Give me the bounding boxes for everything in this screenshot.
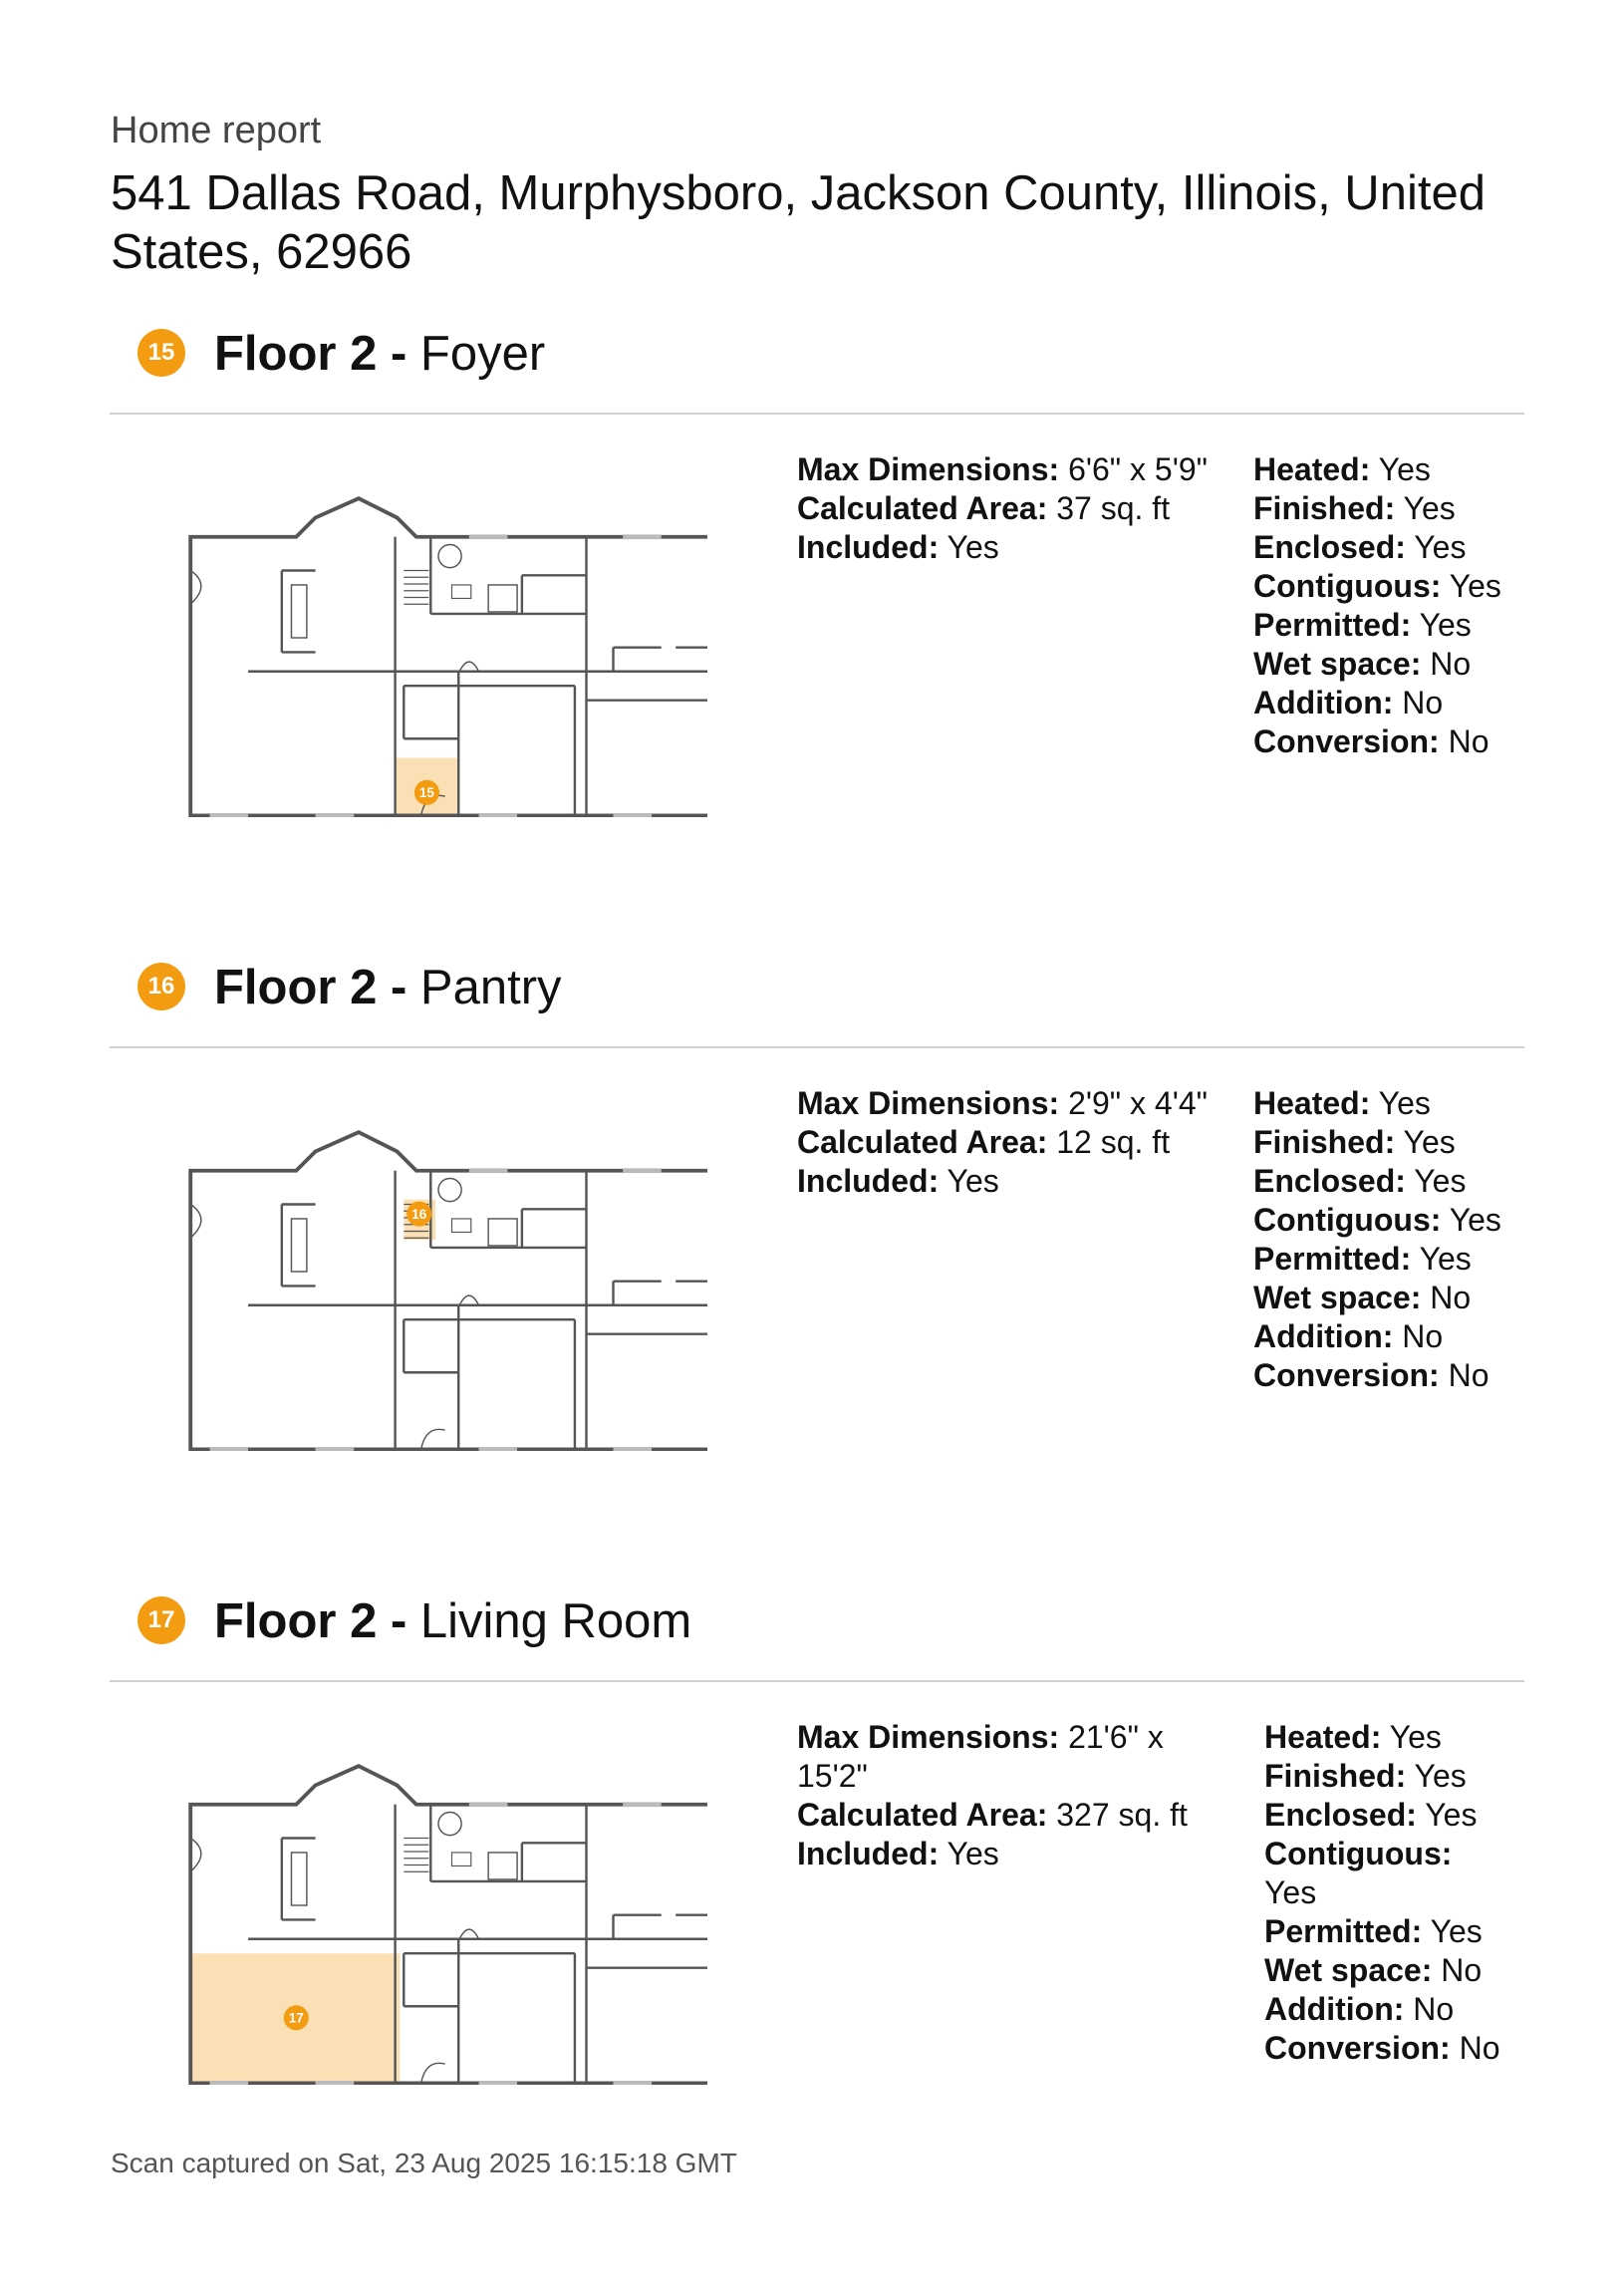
floor-plan-svg bbox=[169, 458, 707, 817]
detail-row-max-dimensions bbox=[797, 1718, 1196, 1796]
floor-plan-thumbnail bbox=[169, 1726, 707, 2045]
flag-value: Yes bbox=[1405, 529, 1467, 565]
corner-tub bbox=[438, 1178, 461, 1201]
flag-key: Finished: bbox=[1253, 490, 1396, 526]
floor-label: Floor 2 bbox=[214, 961, 378, 1014]
room-section-living-room bbox=[0, 1596, 1623, 2214]
detail-key: Max Dimensions: bbox=[797, 1085, 1060, 1121]
section-divider bbox=[110, 1680, 1524, 1682]
flag-value: No bbox=[1393, 1318, 1444, 1354]
flag-row-heated bbox=[1253, 450, 1552, 489]
detail-row-calculated-area bbox=[797, 489, 1216, 528]
walls bbox=[190, 1132, 707, 1449]
floor-plan-svg bbox=[169, 1726, 707, 2085]
detail-value: 2'9" x 4'4" bbox=[1059, 1085, 1208, 1121]
flag-value: Yes bbox=[1441, 1202, 1501, 1238]
flag-value: Yes bbox=[1416, 1797, 1478, 1833]
sink bbox=[452, 585, 471, 599]
detail-key: Max Dimensions: bbox=[797, 1719, 1060, 1755]
detail-key: Calculated Area: bbox=[797, 1797, 1048, 1833]
flag-row-wet-space bbox=[1264, 1951, 1503, 1990]
flag-key: Enclosed: bbox=[1264, 1797, 1417, 1833]
floor-plan-thumbnail bbox=[169, 458, 707, 801]
room-marker-label: 16 bbox=[411, 1206, 427, 1222]
flag-value: No bbox=[1404, 1991, 1455, 2027]
flags-column bbox=[1253, 1084, 1552, 1395]
title-separator: - bbox=[377, 1594, 420, 1648]
flag-key: Conversion: bbox=[1253, 723, 1440, 759]
flag-key: Addition: bbox=[1264, 1991, 1405, 2027]
detail-row-included bbox=[797, 1835, 1196, 1873]
flag-value: No bbox=[1439, 1357, 1489, 1393]
dimensions-column bbox=[797, 450, 1216, 567]
detail-row-calculated-area bbox=[797, 1796, 1196, 1835]
flag-value: No bbox=[1439, 723, 1489, 759]
flag-key: Permitted: bbox=[1253, 1241, 1412, 1277]
flag-row-enclosed bbox=[1253, 528, 1552, 567]
title-separator: - bbox=[377, 327, 420, 381]
flag-key: Heated: bbox=[1264, 1719, 1382, 1755]
flag-row-conversion bbox=[1264, 2029, 1503, 2068]
flag-key: Enclosed: bbox=[1253, 529, 1406, 565]
bathtub bbox=[488, 1853, 517, 1879]
bathtub bbox=[488, 585, 517, 612]
detail-value: 327 sq. ft bbox=[1047, 1797, 1188, 1833]
section-divider bbox=[110, 413, 1524, 415]
flag-row-addition bbox=[1253, 684, 1552, 722]
flag-row-enclosed bbox=[1264, 1796, 1503, 1835]
flag-value: No bbox=[1450, 2030, 1500, 2066]
flag-row-addition bbox=[1264, 1990, 1503, 2029]
corner-tub bbox=[438, 544, 461, 567]
flags-column bbox=[1264, 1718, 1503, 2068]
room-name: Living Room bbox=[419, 1594, 692, 1648]
flag-row-contiguous bbox=[1264, 1835, 1503, 1912]
flag-key: Wet space: bbox=[1264, 1952, 1433, 1988]
flag-row-heated bbox=[1264, 1718, 1503, 1757]
flag-key: Permitted: bbox=[1253, 607, 1412, 643]
door-arc bbox=[459, 1929, 478, 1939]
room-marker-label: 17 bbox=[288, 2010, 304, 2026]
door-arc bbox=[421, 1429, 445, 1449]
room-section-pantry bbox=[0, 963, 1623, 1580]
detail-key: Included: bbox=[797, 529, 940, 565]
room-name: Foyer bbox=[419, 327, 546, 381]
flag-key: Contiguous: bbox=[1264, 1836, 1453, 1871]
dimensions-column bbox=[797, 1718, 1196, 1873]
detail-key: Max Dimensions: bbox=[797, 451, 1060, 487]
flag-value: No bbox=[1393, 685, 1444, 720]
eyebrow-label: Home report bbox=[111, 110, 322, 151]
flag-row-permitted bbox=[1253, 606, 1552, 645]
flag-value: Yes bbox=[1370, 451, 1431, 487]
flag-key: Heated: bbox=[1253, 451, 1371, 487]
detail-value: 21'6" x 15'2" bbox=[797, 1719, 1164, 1794]
section-title bbox=[214, 1592, 691, 1650]
section-divider bbox=[110, 1046, 1524, 1048]
flag-row-enclosed bbox=[1253, 1162, 1552, 1201]
flag-row-wet-space bbox=[1253, 645, 1552, 684]
detail-row-calculated-area bbox=[797, 1123, 1216, 1162]
flag-row-finished bbox=[1264, 1757, 1503, 1796]
room-number-badge: 17 bbox=[137, 1596, 185, 1644]
floor-plan-svg bbox=[169, 1092, 707, 1451]
flag-key: Wet space: bbox=[1253, 646, 1422, 682]
flag-row-addition bbox=[1253, 1317, 1552, 1356]
kitchen-island bbox=[291, 1219, 306, 1272]
door-arc bbox=[459, 1295, 478, 1305]
flag-value: No bbox=[1432, 1952, 1483, 1988]
flag-key: Addition: bbox=[1253, 1318, 1394, 1354]
detail-key: Calculated Area: bbox=[797, 1124, 1048, 1160]
door-arc bbox=[459, 662, 478, 672]
corner-tub bbox=[438, 1812, 461, 1835]
section-title bbox=[214, 959, 562, 1016]
detail-value: Yes bbox=[939, 1836, 999, 1871]
flag-key: Addition: bbox=[1253, 685, 1394, 720]
flag-row-finished bbox=[1253, 489, 1552, 528]
kitchen-island bbox=[291, 1853, 306, 1905]
room-name: Pantry bbox=[419, 961, 562, 1014]
flag-value: Yes bbox=[1370, 1085, 1431, 1121]
flag-row-conversion bbox=[1253, 722, 1552, 761]
flag-value: Yes bbox=[1395, 1124, 1456, 1160]
flag-value: Yes bbox=[1264, 1874, 1317, 1910]
detail-value: Yes bbox=[939, 529, 999, 565]
flag-row-wet-space bbox=[1253, 1279, 1552, 1317]
flag-row-conversion bbox=[1253, 1356, 1552, 1395]
section-title bbox=[214, 325, 545, 383]
detail-key: Included: bbox=[797, 1163, 940, 1199]
detail-row-max-dimensions bbox=[797, 450, 1216, 489]
kitchen-island bbox=[291, 585, 306, 638]
flag-row-finished bbox=[1253, 1123, 1552, 1162]
detail-row-max-dimensions bbox=[797, 1084, 1216, 1123]
flag-key: Permitted: bbox=[1264, 1913, 1423, 1949]
flag-key: Finished: bbox=[1264, 1758, 1407, 1794]
scan-captured-footer: Scan captured on Sat, 23 Aug 2025 16:15:18 GMT bbox=[111, 2148, 737, 2178]
flag-value: Yes bbox=[1395, 490, 1456, 526]
flag-row-contiguous bbox=[1253, 1201, 1552, 1240]
flag-value: Yes bbox=[1422, 1913, 1483, 1949]
bathtub bbox=[488, 1219, 517, 1246]
flag-key: Contiguous: bbox=[1253, 1202, 1442, 1238]
room-section-foyer bbox=[0, 329, 1623, 947]
door-arc bbox=[421, 2063, 445, 2083]
flag-value: Yes bbox=[1405, 1163, 1467, 1199]
detail-key: Calculated Area: bbox=[797, 490, 1048, 526]
flag-value: Yes bbox=[1381, 1719, 1442, 1755]
detail-value: Yes bbox=[939, 1163, 999, 1199]
flag-value: No bbox=[1421, 646, 1472, 682]
flag-row-heated bbox=[1253, 1084, 1552, 1123]
flag-value: Yes bbox=[1441, 568, 1501, 604]
flag-value: Yes bbox=[1406, 1758, 1467, 1794]
sink bbox=[452, 1853, 471, 1866]
room-number-badge: 15 bbox=[137, 329, 185, 377]
flag-row-contiguous bbox=[1253, 567, 1552, 606]
outer-wall bbox=[190, 1132, 707, 1449]
room-marker-label: 15 bbox=[418, 785, 434, 801]
detail-value: 12 sq. ft bbox=[1047, 1124, 1171, 1160]
flag-key: Contiguous: bbox=[1253, 568, 1442, 604]
detail-value: 37 sq. ft bbox=[1047, 490, 1171, 526]
flags-column bbox=[1253, 450, 1552, 761]
detail-row-included bbox=[797, 528, 1216, 567]
floor-label: Floor 2 bbox=[214, 327, 378, 381]
flag-key: Enclosed: bbox=[1253, 1163, 1406, 1199]
flag-row-permitted bbox=[1264, 1912, 1503, 1951]
flag-value: Yes bbox=[1411, 607, 1472, 643]
flag-key: Finished: bbox=[1253, 1124, 1396, 1160]
detail-row-included bbox=[797, 1162, 1216, 1201]
flag-key: Wet space: bbox=[1253, 1280, 1422, 1315]
detail-key: Included: bbox=[797, 1836, 940, 1871]
room-number-badge: 16 bbox=[137, 963, 185, 1010]
flag-value: No bbox=[1421, 1280, 1472, 1315]
flag-key: Heated: bbox=[1253, 1085, 1371, 1121]
flag-key: Conversion: bbox=[1253, 1357, 1440, 1393]
detail-value: 6'6" x 5'9" bbox=[1059, 451, 1208, 487]
dimensions-column bbox=[797, 1084, 1216, 1201]
flag-key: Conversion: bbox=[1264, 2030, 1451, 2066]
sink bbox=[452, 1219, 471, 1233]
floor-label: Floor 2 bbox=[214, 1594, 378, 1648]
flag-row-permitted bbox=[1253, 1240, 1552, 1279]
floor-plan-thumbnail bbox=[169, 1092, 707, 1411]
title-separator: - bbox=[377, 961, 420, 1014]
property-address: 541 Dallas Road, Murphysboro, Jackson County, Illinois, United States, 62966 bbox=[111, 166, 1486, 279]
flag-value: Yes bbox=[1411, 1241, 1472, 1277]
